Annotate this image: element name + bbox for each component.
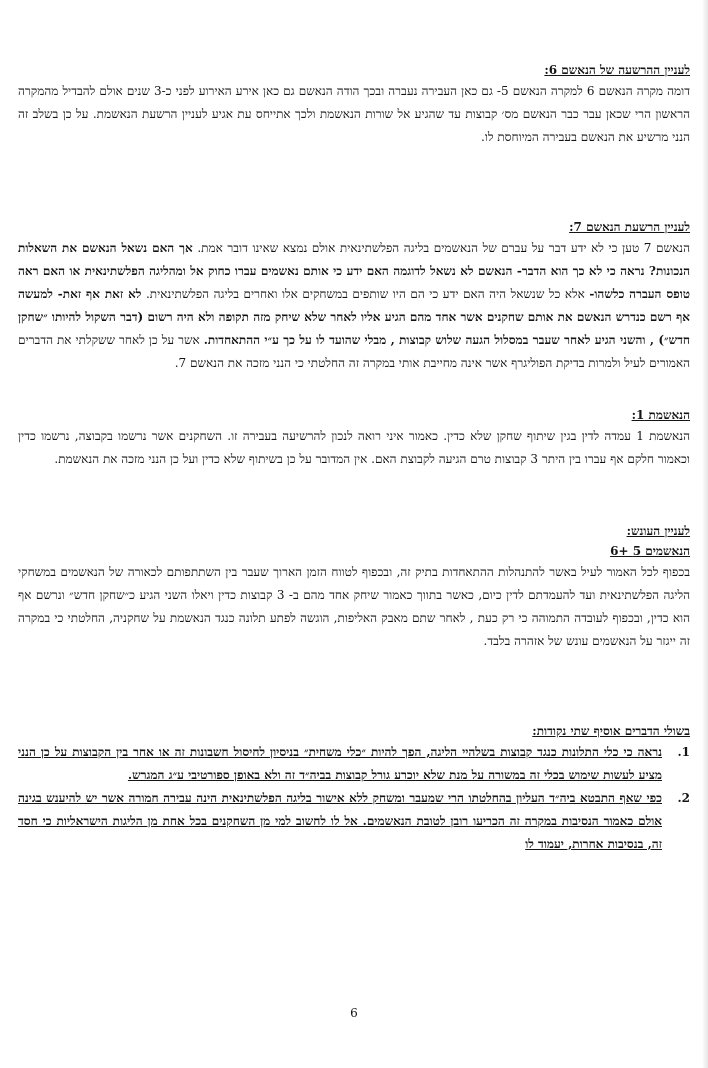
paragraph-text: אשר על כן לאחר ששקלתי את הדברים האמורים לעיל ולמרות בדיקת הפוליגרף אשר אינה מחייבת אותי במקרה זה החלטתי כי הנני מזכה את הנאשם 7. bbox=[18, 333, 690, 370]
section-paragraph: הנאשמת 1 עמדה לדין בגין שיתוף שחקן שלא כדין. כאמור איני רואה לנכון להרשיעה בעבירה זו. השחקנים אשר נרשמו בקבוצה, נרשמו כדין וכאמור חלקם אף עברו בין היתר 3 קבוצות טרם הגיעה לקבוצת האם. אין המדובר על כן בשיתוף שלא כדין ועל כן הנני מזכה את הנאשמת. bbox=[18, 429, 691, 466]
section-conviction-defendant-6 bbox=[18, 60, 690, 149]
list-item-number: 1. bbox=[677, 745, 690, 759]
section-defendant-1 bbox=[18, 405, 690, 471]
paragraph-text: הנאשם 7 טען כי לא ידע דבר על עברם של הנאשמים בליגה הפלשתינאית אולם נמצא שאינו דובר אמת. bbox=[197, 241, 690, 255]
list-item bbox=[18, 787, 690, 856]
paragraph-bold-text: אך האם נשאל הנאשם את השאלות הנכונות? נראה כי לא כך הוא הדבר- הנאשם לא נשאל לדוגמה האם ידע כי אותם נאשמים עברו כחוק אל ומהליגה הפלשתינאית או האם ראה טופס העברה כלשהו- bbox=[18, 241, 691, 301]
list-item-text: כפי שאף התבטא ביה״ד העליון בהחלטתו הרי שמעבר ומשחק ללא אישור בליגה הפלשתינאית הינה עבירה חמורה אשר יש להיענש בגינה אולם כאמור הנסיבות במקרה זה הכריעו רובן לטובת הנאשמים. אל לו לחשוב למי מן השחקנים בכל אחת מן הליגות הישראליות כי חסד זה, בנסיבות אחרות, יעמוד לו bbox=[18, 791, 663, 851]
section-paragraph: בכפוף לכל האמור לעיל באשר להתנהלות ההתאחדות בתיק זה, ובכפוף לטווח הזמן הארוך שעבר בין השתתפותם לכאורה של הנאשמים במשחקי הליגה הפלשתינאית ועד להעמדתם לדין כיום, כאשר בתווך כאמור שיחק אחד מהם ב- 3 קבוצות כדין ויאלו השני הגיע כ״שחקן חדש״ ונרשם אף הוא כדין, ובכפוף לעובדה התמוהה כי רק כעת , לאחר שתם מאבק האליפות, הוגשה לפתע תלונה כנגד הנאשמת על שחקניה, החלטתי כי במקרה זה ייגזר על הנאשמים עונש של אזהרה בלבד. bbox=[18, 565, 691, 648]
list-item-number: 2. bbox=[677, 791, 690, 805]
section-conviction-defendant-7 bbox=[18, 217, 690, 375]
section-subheading: הנאשמים 5 +6 bbox=[610, 544, 690, 558]
paragraph-bold-text: לא זאת אף זאת- למעשה אף רשם כנדרש הנאשם את אותם שחקנים אשר אחד מהם הגיע אליו לאחר שלא שיחק מזה תקופה ולא היה רשום (דבר השקול להיותו ״שחקן חדש״) , והשני הגיע לאחר שעבר במסלול הגעה שלוש קבוצות , מבלי שהועד לו על כך ע״י ההתאחדות. bbox=[18, 287, 690, 347]
document-body bbox=[18, 60, 690, 856]
section-closing-remarks bbox=[18, 721, 690, 856]
section-heading: בשולי הדברים אוסיף שתי נקודות: bbox=[532, 724, 690, 738]
section-sentence bbox=[18, 521, 690, 653]
list-item bbox=[18, 741, 690, 787]
page-edge-shadow bbox=[702, 0, 708, 1068]
list-item-text: נראה כי כלי התלונות כנגד קבוצות בשלהיי הליגה, הפך להיות ״כלי משחית״ בניסיון לחיסול חשבונות זה או אחר בין הקבוצות על כן הנני מציע לעשות שימוש בכלי זה במשורה על מנת שלא יוכרע גורל קבוצות בביה״ד זה ולא באופן ספורטיבי ע״ג המגרש. bbox=[18, 745, 662, 782]
section-paragraph bbox=[18, 237, 690, 375]
section-heading: לעניין ההרשעה של הנאשם 6: bbox=[544, 63, 690, 77]
page-number: 6 bbox=[350, 1006, 358, 1020]
section-paragraph: דומה מקרה הנאשם 6 למקרה הנאשם 5- גם כאן העבירה נעברה ובכך הודה הנאשם גם כאן אירע האירוע לפני כ-3 שנים אולם להבדיל מהמקרה הראשון הרי שכאן עבר כבר הנאשם מס׳ קבוצות עד שהגיע אל שורות הנאשמת ולכך אתייחס עת אגיע לעניין הרשעת הנאשמת. על כן בשלב זה הנני מרשיע את הנאשם בעבירה המיוחסת לו. bbox=[18, 84, 690, 144]
section-heading: לעניין העונש: bbox=[626, 524, 690, 538]
section-heading: הנאשמת 1: bbox=[631, 408, 690, 422]
remarks-list bbox=[18, 741, 690, 856]
paragraph-text: אלא כל שנשאל היה האם ידע כי הם היו שותפים במשחקים אלו ואחרים בליגה הפלשתינאית. bbox=[145, 287, 585, 301]
section-heading: לעניין הרשעת הנאשם 7: bbox=[569, 220, 690, 234]
